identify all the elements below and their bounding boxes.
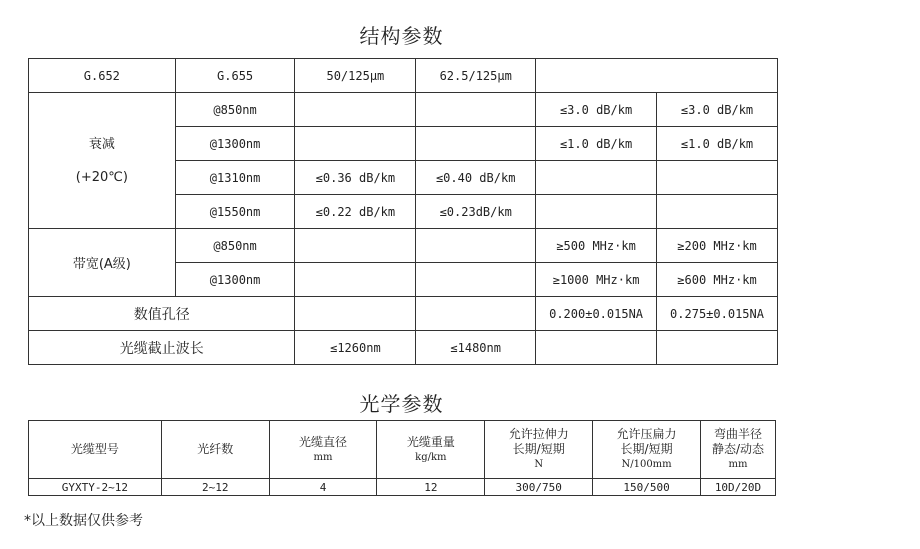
value-cell: [416, 127, 536, 161]
header-unit: mm: [313, 451, 333, 463]
value-cell: [536, 195, 657, 229]
cell-cable-weight: 12: [377, 479, 485, 496]
wavelength-cell: @1300nm: [175, 127, 295, 161]
value-cell: 0.275±0.015NA: [657, 297, 778, 331]
header-line: 允许拉伸力: [508, 427, 569, 441]
value-cell: ≤1480nm: [416, 331, 536, 365]
attenuation-temp: (+20℃): [75, 169, 128, 185]
wavelength-cell: @1310nm: [175, 161, 295, 195]
value-cell: ≤3.0 dB/km: [657, 93, 778, 127]
table-row: [29, 331, 778, 365]
header-g652: G.652: [29, 59, 176, 93]
value-cell: [536, 161, 657, 195]
header-unit: mm: [728, 459, 748, 470]
value-cell: [295, 263, 416, 297]
header-line: 允许压扁力: [616, 427, 677, 441]
value-cell: ≤1260nm: [295, 331, 416, 365]
value-cell: ≤1.0 dB/km: [536, 127, 657, 161]
cell-crush-resistance: 150/500: [593, 479, 701, 496]
table-row: [29, 229, 778, 263]
value-cell: [657, 331, 778, 365]
cell-cable-diameter: 4: [269, 479, 377, 496]
value-cell: [657, 195, 778, 229]
optical-header-row: [29, 421, 776, 479]
cell-cable-model: GYXTY-2~12: [29, 479, 162, 496]
value-cell: [295, 127, 416, 161]
bandwidth-label: 带宽(A级): [29, 229, 176, 297]
header-cable-model: [29, 421, 162, 479]
header-line: 光缆型号: [70, 442, 119, 456]
value-cell: [657, 161, 778, 195]
header-bend-radius: [701, 421, 776, 479]
cell-bend-radius: 10D/20D: [701, 479, 776, 496]
header-fiber-count: [161, 421, 269, 479]
header-line-2: 长期/短期: [620, 442, 673, 456]
value-cell: ≥500 MHz·km: [536, 229, 657, 263]
attenuation-label-cell: [29, 93, 176, 229]
header-unit: N: [534, 459, 544, 470]
value-cell: [295, 297, 416, 331]
value-cell: ≤3.0 dB/km: [536, 93, 657, 127]
wavelength-cell: @850nm: [175, 229, 295, 263]
wavelength-cell: @1300nm: [175, 263, 295, 297]
value-cell: ≥1000 MHz·km: [536, 263, 657, 297]
value-cell: ≤1.0 dB/km: [657, 127, 778, 161]
cutoff-wavelength-label: 光缆截止波长: [29, 331, 295, 365]
value-cell: ≤0.22 dB/km: [295, 195, 416, 229]
header-unit: kg/km: [415, 451, 447, 463]
header-line-2: 长期/短期: [512, 442, 565, 456]
header-62-5-125: 62.5/125μm: [416, 59, 536, 93]
value-cell: [416, 263, 536, 297]
header-cable-diameter: [269, 421, 377, 479]
optical-title: 光学参数: [359, 392, 444, 416]
value-cell: ≥600 MHz·km: [657, 263, 778, 297]
table-row: [29, 93, 778, 127]
header-line: 光缆直径: [299, 434, 348, 449]
value-cell: ≤0.23dB/km: [416, 195, 536, 229]
structure-header-row: [29, 59, 778, 93]
wavelength-cell: @1550nm: [175, 195, 295, 229]
value-cell: [295, 93, 416, 127]
header-unit: N/100mm: [621, 459, 672, 470]
value-cell: [416, 93, 536, 127]
value-cell: 0.200±0.015NA: [536, 297, 657, 331]
header-50-125: 50/125μm: [295, 59, 416, 93]
footnote: *以上数据仅供参考: [24, 513, 143, 529]
structure-title: 结构参数: [359, 24, 444, 48]
header-tensile-strength: [485, 421, 593, 479]
header-line: 光缆重量: [406, 434, 455, 449]
header-crush-resistance: [593, 421, 701, 479]
header-blank: [536, 59, 778, 93]
optical-table: [28, 420, 776, 496]
header-line-2: 静态/动态: [711, 442, 765, 456]
value-cell: [416, 297, 536, 331]
numerical-aperture-label: 数值孔径: [29, 297, 295, 331]
value-cell: ≤0.36 dB/km: [295, 161, 416, 195]
cell-fiber-count: 2~12: [161, 479, 269, 496]
value-cell: [295, 229, 416, 263]
wavelength-cell: @850nm: [175, 93, 295, 127]
header-line: 弯曲半径: [713, 427, 762, 441]
header-line: 光纤数: [197, 442, 234, 456]
value-cell: [416, 229, 536, 263]
table-row: [29, 479, 776, 496]
value-cell: ≤0.40 dB/km: [416, 161, 536, 195]
attenuation-label: 衰减: [88, 136, 115, 152]
value-cell: [536, 331, 657, 365]
header-cable-weight: [377, 421, 485, 479]
header-g655: G.655: [175, 59, 295, 93]
table-row: [29, 297, 778, 331]
structure-table: [28, 58, 778, 365]
cell-tensile-strength: 300/750: [485, 479, 593, 496]
value-cell: ≥200 MHz·km: [657, 229, 778, 263]
